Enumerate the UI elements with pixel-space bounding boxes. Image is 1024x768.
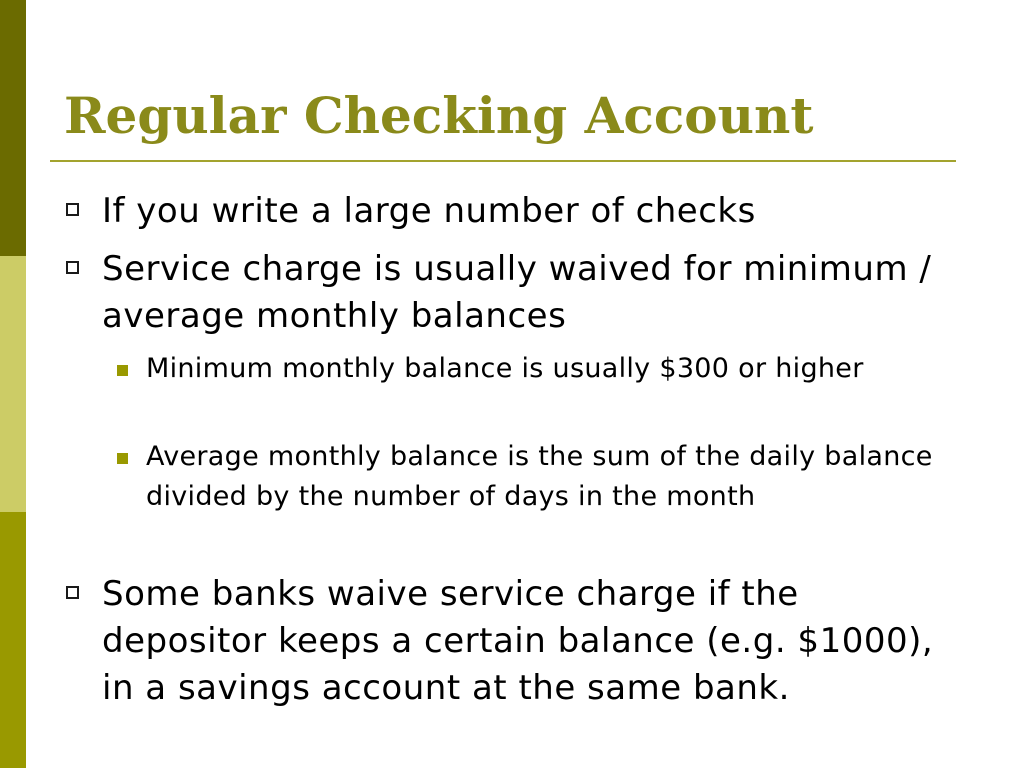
filled-square-bullet-icon <box>117 453 128 464</box>
hollow-square-bullet-icon <box>66 203 79 216</box>
hollow-square-bullet-icon <box>66 261 79 274</box>
sub-bullet-item <box>146 349 986 389</box>
filled-square-bullet-icon <box>117 365 128 376</box>
bullet-item <box>102 246 962 340</box>
hollow-square-bullet-icon <box>66 586 79 599</box>
slide-title: Regular Checking Account <box>64 86 814 145</box>
sub-bullet-item <box>146 437 986 517</box>
bullet-item <box>102 571 962 712</box>
bullet-item <box>102 188 962 235</box>
sub-bullet-text: Average monthly balance is the sum of the daily balance divided by the number of days in the month <box>146 441 933 512</box>
bullet-text: If you write a large number of checks <box>102 191 756 231</box>
sub-bullet-text: Minimum monthly balance is usually $300 or higher <box>146 353 864 384</box>
bullet-text: Some banks waive service charge if the depositor keeps a certain balance (e.g. $1000), in a savings account at the same bank. <box>102 574 934 708</box>
bullet-text: Service charge is usually waived for minimum / average monthly balances <box>102 249 932 336</box>
